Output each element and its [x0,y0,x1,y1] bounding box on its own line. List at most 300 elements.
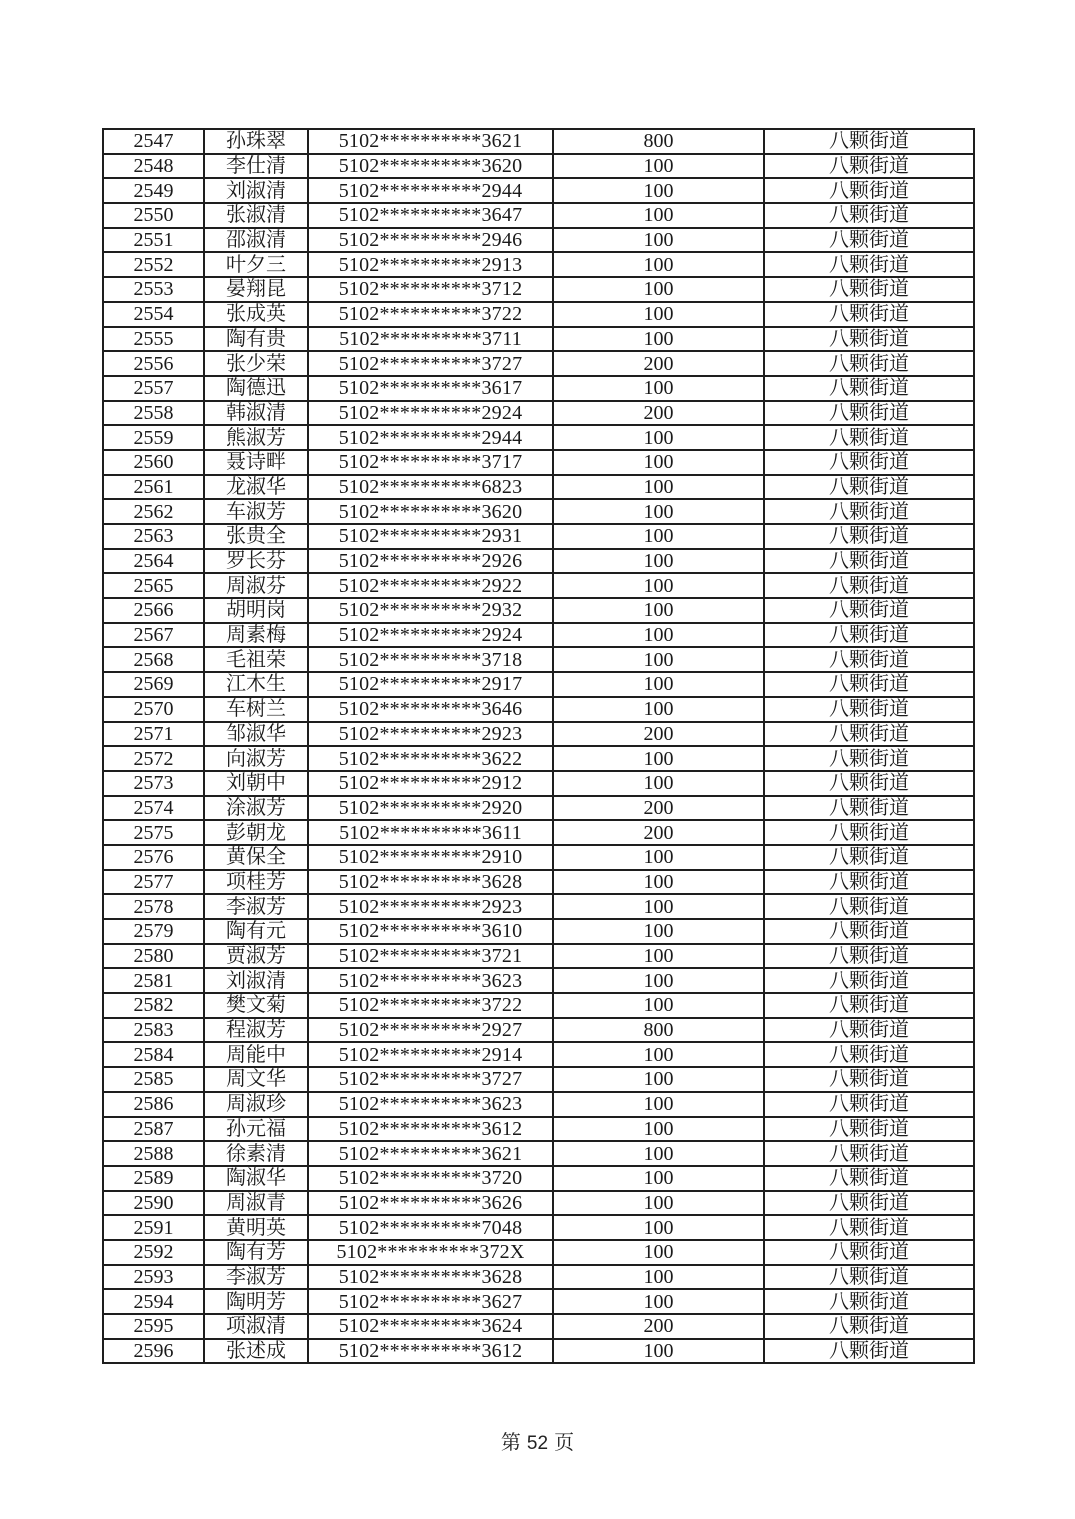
person-name-cell: 周能中 [204,1042,308,1067]
table-row [103,1092,974,1117]
street-name-cell: 八颗街道 [764,1339,974,1364]
street-name-cell: 八颗街道 [764,771,974,796]
row-number-cell: 2593 [103,1265,204,1290]
amount-cell: 200 [553,796,764,821]
street-name-cell: 八颗街道 [764,1067,974,1092]
row-number-cell: 2561 [103,475,204,500]
row-number-cell: 2547 [103,129,204,154]
person-name-cell: 张成英 [204,302,308,327]
street-name-cell: 八颗街道 [764,796,974,821]
amount-cell: 100 [553,1067,764,1092]
person-name-cell: 周淑芬 [204,573,308,598]
amount-cell: 100 [553,327,764,352]
person-name-cell: 张淑清 [204,203,308,228]
person-name-cell: 陶有元 [204,919,308,944]
table-row [103,450,974,475]
person-name-cell: 陶明芳 [204,1289,308,1314]
row-number-cell: 2589 [103,1166,204,1191]
page-number: 52 [526,1433,549,1454]
person-name-cell: 涂淑芳 [204,796,308,821]
amount-cell: 100 [553,1141,764,1166]
row-number-cell: 2587 [103,1117,204,1142]
person-name-cell: 江木生 [204,672,308,697]
id-number-masked-cell: 5102**********2924 [308,623,553,648]
amount-cell: 100 [553,475,764,500]
amount-cell: 200 [553,820,764,845]
amount-cell: 100 [553,573,764,598]
table-row [103,623,974,648]
person-name-cell: 周淑珍 [204,1092,308,1117]
table-row [103,573,974,598]
row-number-cell: 2549 [103,178,204,203]
row-number-cell: 2575 [103,820,204,845]
id-number-masked-cell: 5102**********2923 [308,722,553,747]
id-number-masked-cell: 5102**********3621 [308,1141,553,1166]
id-number-masked-cell: 5102**********3612 [308,1339,553,1364]
street-name-cell: 八颗街道 [764,1240,974,1265]
table-row [103,524,974,549]
row-number-cell: 2569 [103,672,204,697]
id-number-masked-cell: 5102**********2927 [308,1018,553,1043]
person-name-cell: 周淑青 [204,1191,308,1216]
id-number-masked-cell: 5102**********7048 [308,1215,553,1240]
amount-cell: 100 [553,1117,764,1142]
street-name-cell: 八颗街道 [764,820,974,845]
id-number-masked-cell: 5102**********3711 [308,327,553,352]
row-number-cell: 2573 [103,771,204,796]
street-name-cell: 八颗街道 [764,1265,974,1290]
row-number-cell: 2581 [103,968,204,993]
row-number-cell: 2565 [103,573,204,598]
id-number-masked-cell: 5102**********3628 [308,1265,553,1290]
id-number-masked-cell: 5102**********3628 [308,870,553,895]
table-row [103,746,974,771]
id-number-masked-cell: 5102**********3610 [308,919,553,944]
amount-cell: 100 [553,277,764,302]
street-name-cell: 八颗街道 [764,623,974,648]
person-name-cell: 陶德迅 [204,376,308,401]
street-name-cell: 八颗街道 [764,870,974,895]
amount-cell: 100 [553,228,764,253]
amount-cell: 100 [553,672,764,697]
amount-cell: 200 [553,351,764,376]
amount-cell: 100 [553,1092,764,1117]
table-row [103,672,974,697]
table-row [103,1042,974,1067]
amount-cell: 100 [553,919,764,944]
person-name-cell: 车树兰 [204,697,308,722]
person-name-cell: 陶有芳 [204,1240,308,1265]
table-row [103,820,974,845]
table-row [103,1265,974,1290]
person-name-cell: 胡明岗 [204,598,308,623]
row-number-cell: 2550 [103,203,204,228]
table-row [103,1240,974,1265]
street-name-cell: 八颗街道 [764,1314,974,1339]
table-row [103,549,974,574]
row-number-cell: 2576 [103,845,204,870]
id-number-masked-cell: 5102**********3722 [308,302,553,327]
row-number-cell: 2559 [103,425,204,450]
table-row [103,1166,974,1191]
id-number-masked-cell: 5102**********3712 [308,277,553,302]
table-row [103,647,974,672]
table-row [103,228,974,253]
row-number-cell: 2556 [103,351,204,376]
person-name-cell: 孙珠翠 [204,129,308,154]
id-number-masked-cell: 5102**********2914 [308,1042,553,1067]
person-name-cell: 彭朝龙 [204,820,308,845]
table-row [103,771,974,796]
row-number-cell: 2591 [103,1215,204,1240]
amount-cell: 100 [553,524,764,549]
amount-cell: 800 [553,1018,764,1043]
amount-cell: 200 [553,401,764,426]
amount-cell: 100 [553,1289,764,1314]
amount-cell: 100 [553,623,764,648]
table-row [103,944,974,969]
person-name-cell: 徐素清 [204,1141,308,1166]
table-row [103,845,974,870]
table-row [103,993,974,1018]
row-number-cell: 2594 [103,1289,204,1314]
street-name-cell: 八颗街道 [764,1191,974,1216]
street-name-cell: 八颗街道 [764,993,974,1018]
amount-cell: 100 [553,203,764,228]
table-row [103,894,974,919]
street-name-cell: 八颗街道 [764,252,974,277]
amount-cell: 100 [553,549,764,574]
amount-cell: 100 [553,746,764,771]
amount-cell: 100 [553,894,764,919]
row-number-cell: 2570 [103,697,204,722]
id-number-masked-cell: 5102**********3623 [308,968,553,993]
id-number-masked-cell: 5102**********2913 [308,252,553,277]
id-number-masked-cell: 5102**********3717 [308,450,553,475]
person-name-cell: 熊淑芳 [204,425,308,450]
row-number-cell: 2588 [103,1141,204,1166]
amount-cell: 100 [553,450,764,475]
person-name-cell: 刘淑清 [204,968,308,993]
records-table-body [103,129,974,1363]
person-name-cell: 李仕清 [204,154,308,179]
table-row [103,968,974,993]
street-name-cell: 八颗街道 [764,746,974,771]
row-number-cell: 2560 [103,450,204,475]
records-table [102,128,975,1364]
row-number-cell: 2579 [103,919,204,944]
id-number-masked-cell: 5102**********6823 [308,475,553,500]
street-name-cell: 八颗街道 [764,129,974,154]
street-name-cell: 八颗街道 [764,549,974,574]
amount-cell: 100 [553,1265,764,1290]
table-row [103,1018,974,1043]
street-name-cell: 八颗街道 [764,598,974,623]
id-number-masked-cell: 5102**********2917 [308,672,553,697]
street-name-cell: 八颗街道 [764,425,974,450]
street-name-cell: 八颗街道 [764,499,974,524]
id-number-masked-cell: 5102**********2944 [308,178,553,203]
row-number-cell: 2564 [103,549,204,574]
row-number-cell: 2552 [103,252,204,277]
amount-cell: 100 [553,598,764,623]
id-number-masked-cell: 5102**********2920 [308,796,553,821]
table-row [103,1289,974,1314]
id-number-masked-cell: 5102**********3647 [308,203,553,228]
table-row [103,351,974,376]
row-number-cell: 2551 [103,228,204,253]
row-number-cell: 2574 [103,796,204,821]
table-row [103,1067,974,1092]
row-number-cell: 2580 [103,944,204,969]
person-name-cell: 李淑芳 [204,1265,308,1290]
amount-cell: 100 [553,1215,764,1240]
table-row [103,302,974,327]
amount-cell: 100 [553,944,764,969]
amount-cell: 100 [553,1339,764,1364]
person-name-cell: 张贵全 [204,524,308,549]
row-number-cell: 2577 [103,870,204,895]
id-number-masked-cell: 5102**********3620 [308,154,553,179]
amount-cell: 100 [553,499,764,524]
person-name-cell: 周素梅 [204,623,308,648]
street-name-cell: 八颗街道 [764,1092,974,1117]
street-name-cell: 八颗街道 [764,1141,974,1166]
id-number-masked-cell: 5102**********2944 [308,425,553,450]
table-row [103,796,974,821]
person-name-cell: 程淑芳 [204,1018,308,1043]
street-name-cell: 八颗街道 [764,302,974,327]
row-number-cell: 2555 [103,327,204,352]
page-footer [0,1426,1075,1455]
id-number-masked-cell: 5102**********2946 [308,228,553,253]
row-number-cell: 2592 [103,1240,204,1265]
id-number-masked-cell: 5102**********3646 [308,697,553,722]
person-name-cell: 韩淑清 [204,401,308,426]
table-row [103,401,974,426]
amount-cell: 100 [553,697,764,722]
street-name-cell: 八颗街道 [764,401,974,426]
street-name-cell: 八颗街道 [764,697,974,722]
row-number-cell: 2557 [103,376,204,401]
id-number-masked-cell: 5102**********3622 [308,746,553,771]
amount-cell: 100 [553,771,764,796]
amount-cell: 100 [553,252,764,277]
person-name-cell: 罗长芬 [204,549,308,574]
id-number-masked-cell: 5102**********3621 [308,129,553,154]
table-row [103,129,974,154]
person-name-cell: 邵淑清 [204,228,308,253]
id-number-masked-cell: 5102**********3727 [308,1067,553,1092]
amount-cell: 100 [553,1042,764,1067]
street-name-cell: 八颗街道 [764,944,974,969]
person-name-cell: 毛祖荣 [204,647,308,672]
id-number-masked-cell: 5102**********3721 [308,944,553,969]
table-row [103,722,974,747]
street-name-cell: 八颗街道 [764,1117,974,1142]
person-name-cell: 贾淑芳 [204,944,308,969]
street-name-cell: 八颗街道 [764,894,974,919]
id-number-masked-cell: 5102**********2923 [308,894,553,919]
amount-cell: 100 [553,1166,764,1191]
table-row [103,178,974,203]
row-number-cell: 2554 [103,302,204,327]
id-number-masked-cell: 5102**********3624 [308,1314,553,1339]
person-name-cell: 张少荣 [204,351,308,376]
table-row [103,327,974,352]
table-row [103,870,974,895]
person-name-cell: 陶淑华 [204,1166,308,1191]
id-number-masked-cell: 5102**********2926 [308,549,553,574]
street-name-cell: 八颗街道 [764,351,974,376]
person-name-cell: 叶夕三 [204,252,308,277]
id-number-masked-cell: 5102**********2922 [308,573,553,598]
amount-cell: 100 [553,1191,764,1216]
id-number-masked-cell: 5102**********2912 [308,771,553,796]
row-number-cell: 2585 [103,1067,204,1092]
street-name-cell: 八颗街道 [764,475,974,500]
amount-cell: 100 [553,178,764,203]
street-name-cell: 八颗街道 [764,845,974,870]
id-number-masked-cell: 5102**********2924 [308,401,553,426]
person-name-cell: 项淑清 [204,1314,308,1339]
street-name-cell: 八颗街道 [764,203,974,228]
amount-cell: 100 [553,302,764,327]
table-row [103,277,974,302]
table-row [103,697,974,722]
street-name-cell: 八颗街道 [764,1018,974,1043]
id-number-masked-cell: 5102**********3617 [308,376,553,401]
street-name-cell: 八颗街道 [764,1289,974,1314]
amount-cell: 100 [553,376,764,401]
row-number-cell: 2566 [103,598,204,623]
street-name-cell: 八颗街道 [764,376,974,401]
amount-cell: 100 [553,425,764,450]
table-row [103,1314,974,1339]
row-number-cell: 2590 [103,1191,204,1216]
id-number-masked-cell: 5102**********3718 [308,647,553,672]
table-row [103,919,974,944]
id-number-masked-cell: 5102**********3720 [308,1166,553,1191]
amount-cell: 100 [553,647,764,672]
id-number-masked-cell: 5102**********2931 [308,524,553,549]
id-number-masked-cell: 5102**********3627 [308,1289,553,1314]
row-number-cell: 2582 [103,993,204,1018]
id-number-masked-cell: 5102**********3611 [308,820,553,845]
row-number-cell: 2595 [103,1314,204,1339]
id-number-masked-cell: 5102**********3626 [308,1191,553,1216]
table-row [103,1141,974,1166]
row-number-cell: 2567 [103,623,204,648]
street-name-cell: 八颗街道 [764,1166,974,1191]
amount-cell: 100 [553,1240,764,1265]
table-row [103,376,974,401]
street-name-cell: 八颗街道 [764,524,974,549]
person-name-cell: 项桂芳 [204,870,308,895]
table-row [103,1117,974,1142]
person-name-cell: 刘淑清 [204,178,308,203]
amount-cell: 200 [553,722,764,747]
street-name-cell: 八颗街道 [764,647,974,672]
street-name-cell: 八颗街道 [764,228,974,253]
person-name-cell: 晏翔昆 [204,277,308,302]
row-number-cell: 2583 [103,1018,204,1043]
row-number-cell: 2563 [103,524,204,549]
street-name-cell: 八颗街道 [764,968,974,993]
street-name-cell: 八颗街道 [764,722,974,747]
amount-cell: 200 [553,1314,764,1339]
table-row [103,499,974,524]
table-row [103,1191,974,1216]
street-name-cell: 八颗街道 [764,154,974,179]
street-name-cell: 八颗街道 [764,277,974,302]
street-name-cell: 八颗街道 [764,450,974,475]
table-row [103,475,974,500]
row-number-cell: 2584 [103,1042,204,1067]
street-name-cell: 八颗街道 [764,1042,974,1067]
amount-cell: 100 [553,845,764,870]
row-number-cell: 2578 [103,894,204,919]
person-name-cell: 孙元福 [204,1117,308,1142]
page-footer-prefix: 第 [500,1432,521,1454]
person-name-cell: 黄明英 [204,1215,308,1240]
row-number-cell: 2548 [103,154,204,179]
amount-cell: 100 [553,993,764,1018]
table-row [103,252,974,277]
street-name-cell: 八颗街道 [764,919,974,944]
street-name-cell: 八颗街道 [764,573,974,598]
row-number-cell: 2571 [103,722,204,747]
page-footer-suffix: 页 [554,1432,575,1454]
table-row [103,1339,974,1364]
street-name-cell: 八颗街道 [764,178,974,203]
row-number-cell: 2558 [103,401,204,426]
amount-cell: 100 [553,154,764,179]
person-name-cell: 刘朝中 [204,771,308,796]
person-name-cell: 车淑芳 [204,499,308,524]
person-name-cell: 向淑芳 [204,746,308,771]
row-number-cell: 2568 [103,647,204,672]
row-number-cell: 2562 [103,499,204,524]
id-number-masked-cell: 5102**********2910 [308,845,553,870]
person-name-cell: 张述成 [204,1339,308,1364]
person-name-cell: 龙淑华 [204,475,308,500]
person-name-cell: 聂诗畔 [204,450,308,475]
amount-cell: 100 [553,870,764,895]
row-number-cell: 2586 [103,1092,204,1117]
street-name-cell: 八颗街道 [764,327,974,352]
table-row [103,154,974,179]
row-number-cell: 2596 [103,1339,204,1364]
table-row [103,598,974,623]
person-name-cell: 陶有贵 [204,327,308,352]
street-name-cell: 八颗街道 [764,1215,974,1240]
id-number-masked-cell: 5102**********2932 [308,598,553,623]
id-number-masked-cell: 5102**********3612 [308,1117,553,1142]
amount-cell: 800 [553,129,764,154]
id-number-masked-cell: 5102**********3727 [308,351,553,376]
street-name-cell: 八颗街道 [764,672,974,697]
person-name-cell: 樊文菊 [204,993,308,1018]
id-number-masked-cell: 5102**********3623 [308,1092,553,1117]
row-number-cell: 2553 [103,277,204,302]
id-number-masked-cell: 5102**********3722 [308,993,553,1018]
id-number-masked-cell: 5102**********3620 [308,499,553,524]
person-name-cell: 邹淑华 [204,722,308,747]
person-name-cell: 周文华 [204,1067,308,1092]
row-number-cell: 2572 [103,746,204,771]
id-number-masked-cell: 5102**********372X [308,1240,553,1265]
